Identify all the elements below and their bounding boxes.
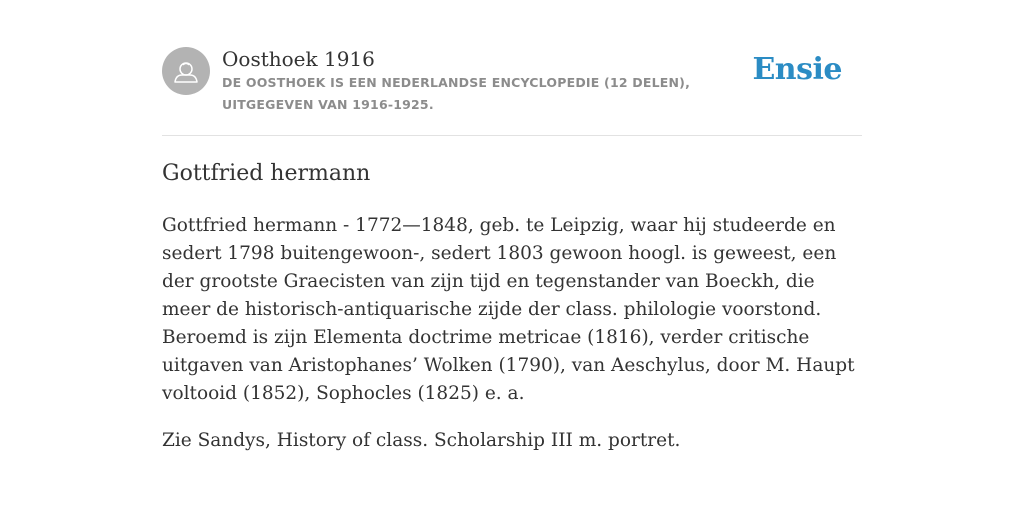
source-title[interactable]: Oosthoek 1916 [222, 47, 375, 71]
entry-title: Gottfried hermann [162, 161, 371, 186]
source-header [162, 44, 862, 136]
entry-paragraph: Zie Sandys, History of class. Scholarship III m. portret. [162, 430, 681, 451]
user-avatar-icon[interactable] [162, 47, 210, 95]
entry-content [162, 158, 862, 474]
source-description: DE OOSTHOEK IS EEN NEDERLANDSE ENCYCLOPEDIE (12 DELEN), UITGEGEVEN VAN 1916-1925. [222, 75, 691, 112]
brand-logo[interactable]: Ensie [752, 52, 842, 87]
entry-paragraph: Gottfried hermann - 1772—1848, geb. te Leipzig, waar hij studeerde en sedert 1798 buitengewoon-, sedert 1803 gewoon hoogl. is geweest, een der grootste Graecisten van zijn tijd en tegenstander van Boeckh, die meer de historisch-antiquarische zijde der class. philologie voorstond. Beroemd is zijn Elementa doctrime metricae (1816), verder critische uitgaven van Aristophanes’ Wolken (1790), van Aeschylus, door M. Haupt voltooid (1852), Sophocles (1825) e. a. [162, 215, 855, 404]
